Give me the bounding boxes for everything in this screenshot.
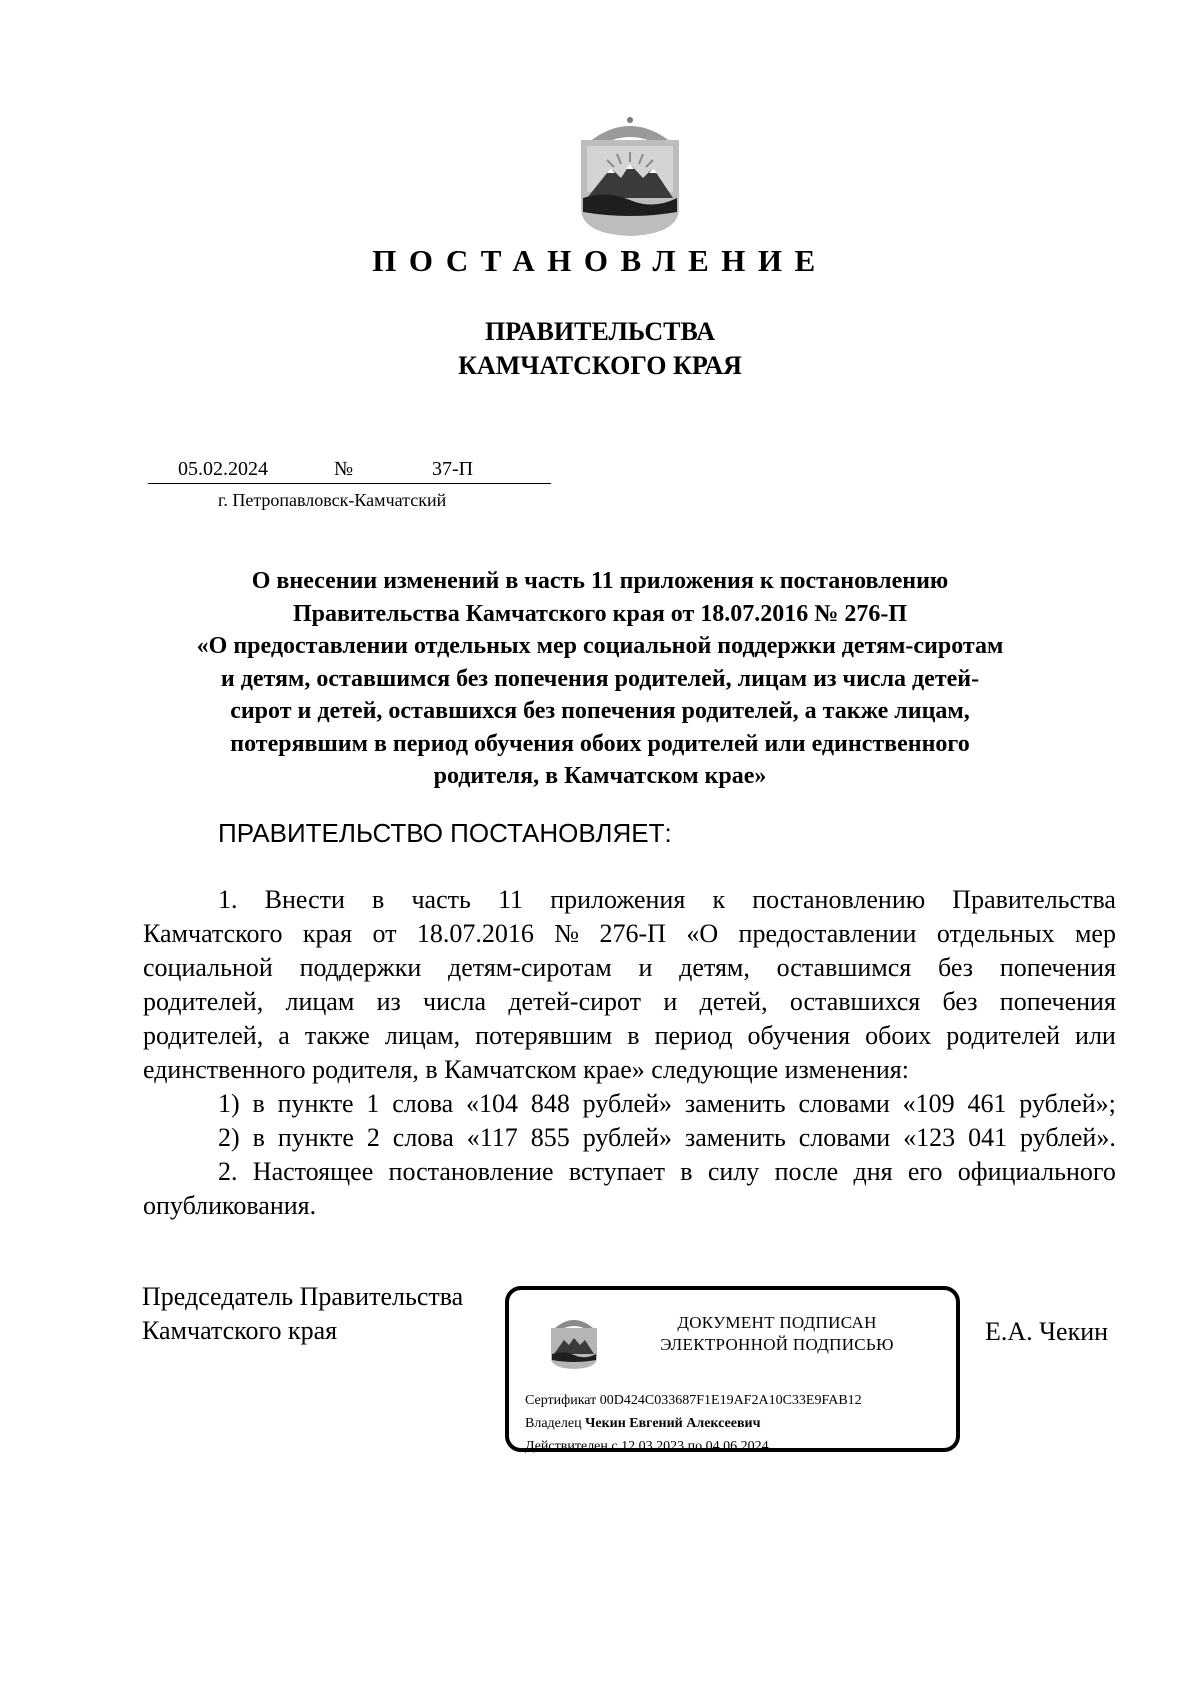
body-word: словами	[798, 1123, 891, 1152]
body-word: 2.	[218, 1157, 238, 1186]
signer-position	[142, 1280, 463, 1348]
title-line: Правительства Камчатского края от 18.07.2016 № 276-П	[292, 600, 908, 627]
body-word: рублей»;	[1019, 1089, 1116, 1118]
body-line	[143, 1155, 1116, 1189]
document-city: г. Петропавловск-Камчатский	[218, 490, 447, 510]
body-word: в	[252, 1089, 265, 1118]
title-line: «О предоставлении отдельных мер социальной поддержки детям-сиротам	[196, 633, 1004, 659]
body-word: и	[663, 987, 678, 1016]
body-word: или	[1075, 1021, 1116, 1050]
kamchatka-coat-of-arms-icon	[549, 1314, 599, 1370]
number-sign: №	[334, 458, 354, 480]
body-line: опубликования.	[143, 1191, 317, 1220]
body-word: мер	[1074, 919, 1116, 948]
body-word: без	[942, 987, 978, 1016]
owner-value: Чекин Евгений Алексеевич	[585, 1416, 761, 1431]
body-line	[143, 951, 1116, 985]
title-line: и детям, оставшимся без попечения родителей, лицам из числа детей-	[220, 665, 980, 692]
body-word: 2	[366, 1123, 380, 1152]
body-word: попечения	[999, 953, 1116, 982]
body-word: поддержки	[299, 953, 422, 982]
stamp-heading-line: ДОКУМЕНТ ПОДПИСАН	[677, 1313, 877, 1332]
body-word: Внести	[264, 885, 345, 914]
body-word: после	[774, 1157, 839, 1186]
body-word: рублей»	[582, 1089, 672, 1118]
body-word: слова	[392, 1123, 454, 1152]
body-word: пункте	[277, 1089, 354, 1118]
registration-underline	[148, 483, 551, 484]
body-line	[143, 883, 1116, 917]
body-word: в	[372, 885, 385, 914]
body-word: официального	[957, 1157, 1116, 1186]
body-word: «О	[686, 919, 719, 948]
body-word: заменить	[684, 1089, 786, 1118]
body-word: 276-П	[599, 919, 666, 948]
document-number: 37-П	[432, 458, 474, 480]
body-word: вступает	[568, 1157, 665, 1186]
body-line	[143, 1121, 1116, 1155]
certificate-label: Сертификат	[525, 1393, 597, 1408]
title-line: потерявшим в период обучения обоих родителей или единственного	[230, 730, 970, 757]
body-word: «123	[903, 1123, 956, 1152]
body-line	[143, 1087, 1116, 1121]
body-word: 848	[530, 1089, 570, 1118]
body-word: постановлению	[752, 885, 926, 914]
certificate-value: 00D424C033687F1E19AF2A10C33E9FAB12	[599, 1393, 862, 1408]
valid-to-label: по	[687, 1439, 703, 1454]
body-word: лицам,	[384, 1021, 461, 1050]
signer-position-line: Председатель Правительства	[142, 1282, 464, 1311]
body-word: рублей»	[582, 1123, 673, 1152]
body-word: «104	[466, 1089, 519, 1118]
body-word: 2)	[218, 1123, 240, 1152]
issuer-line-2: КАМЧАТСКОГО КРАЯ	[458, 351, 742, 380]
title-line: родителя, в Камчатском крае»	[433, 763, 767, 789]
body-word: потерявшим	[475, 1021, 613, 1050]
body-line	[143, 985, 1116, 1019]
body-word: в	[627, 1021, 640, 1050]
body-word: Камчатского	[143, 919, 283, 948]
body-word: также	[304, 1021, 370, 1050]
body-word: №	[554, 919, 580, 948]
body-word: и	[638, 953, 653, 982]
title-line: сирот и детей, оставшихся без попечения родителей, а также лицам,	[230, 698, 970, 724]
document-body	[143, 883, 1116, 1223]
electronic-signature-stamp	[505, 1286, 960, 1452]
signer-position-line: Камчатского края	[142, 1316, 338, 1345]
validity-line	[525, 1439, 769, 1455]
stamp-heading-line: ЭЛЕКТРОННОЙ ПОДПИСЬЮ	[660, 1335, 894, 1354]
body-word: 855	[530, 1123, 570, 1152]
body-word: слова	[392, 1089, 454, 1118]
document-title	[120, 565, 1080, 793]
body-word: 11	[498, 885, 524, 914]
body-word: Настоящее	[252, 1157, 374, 1186]
body-word: 461	[967, 1089, 1007, 1118]
valid-label: Действителен с	[525, 1439, 618, 1454]
body-word: родителей,	[143, 987, 264, 1016]
preamble: ПРАВИТЕЛЬСТВО ПОСТАНОВЛЯЕТ:	[218, 818, 672, 848]
body-word: предоставлении	[738, 919, 917, 948]
body-word: детям,	[679, 953, 750, 982]
body-word: от	[372, 919, 397, 948]
body-word: словами	[798, 1089, 890, 1118]
body-word: детям-сиротам	[448, 953, 612, 982]
body-word: рублей».	[1020, 1123, 1116, 1152]
body-word: обоих	[865, 1021, 932, 1050]
body-word: 1)	[218, 1089, 240, 1118]
body-word: оставшихся	[789, 987, 921, 1016]
body-word: Правительства	[952, 885, 1116, 914]
body-line	[143, 1019, 1116, 1053]
body-word: обучения	[747, 1021, 851, 1050]
body-word: лицам	[285, 987, 355, 1016]
body-word: заменить	[684, 1123, 786, 1152]
body-word: приложения	[550, 885, 686, 914]
issuer-line-1: ПРАВИТЕЛЬСТВА	[485, 317, 715, 346]
body-word: отдельных	[936, 919, 1055, 948]
body-word: а	[278, 1021, 290, 1050]
valid-to: 04.06.2024	[705, 1439, 769, 1454]
stamp-emblem	[549, 1314, 599, 1370]
certificate-line	[525, 1393, 862, 1409]
stamp-heading	[617, 1312, 937, 1356]
body-word: «109	[902, 1089, 955, 1118]
body-word: 041	[968, 1123, 1008, 1152]
body-word: пункте	[277, 1123, 354, 1152]
body-word: края	[302, 919, 353, 948]
kamchatka-coat-of-arms-icon	[577, 112, 683, 238]
body-word: в	[680, 1157, 693, 1186]
valid-from: 12.03.2023	[621, 1439, 685, 1454]
body-word: родителей,	[143, 1021, 264, 1050]
body-word: детей,	[699, 987, 768, 1016]
body-line	[143, 917, 1116, 951]
body-word: в	[252, 1123, 265, 1152]
body-word: без	[938, 953, 974, 982]
body-word: 18.07.2016	[416, 919, 534, 948]
body-word: «117	[466, 1123, 518, 1152]
document-date: 05.02.2024	[178, 458, 268, 480]
body-word: социальной	[143, 953, 273, 982]
body-line: единственного родителя, в Камчатском крае» следующие изменения:	[143, 1055, 909, 1084]
body-word: детей-сирот	[508, 987, 642, 1016]
title-line: О внесении изменений в часть 11 приложения к постановлению	[251, 568, 949, 594]
body-word: родителей	[946, 1021, 1061, 1050]
body-word: дня	[853, 1157, 893, 1186]
body-word: к	[712, 885, 726, 914]
document-type-heading: ПОСТАНОВЛЕНИЕ	[372, 243, 828, 278]
coat-of-arms-emblem	[577, 112, 683, 238]
body-word: 1.	[218, 885, 238, 914]
body-word: постановление	[388, 1157, 554, 1186]
owner-label: Владелец	[525, 1416, 582, 1431]
body-word: 1	[366, 1089, 380, 1118]
body-word: период	[654, 1021, 733, 1050]
signer-name: Е.А. Чекин	[985, 1317, 1109, 1346]
body-word: попечения	[999, 987, 1116, 1016]
body-word: из	[376, 987, 401, 1016]
body-word: оставшимся	[776, 953, 912, 982]
owner-line	[525, 1416, 760, 1432]
body-word: числа	[423, 987, 487, 1016]
body-word: силу	[707, 1157, 760, 1186]
body-word: его	[907, 1157, 943, 1186]
body-word: часть	[411, 885, 471, 914]
